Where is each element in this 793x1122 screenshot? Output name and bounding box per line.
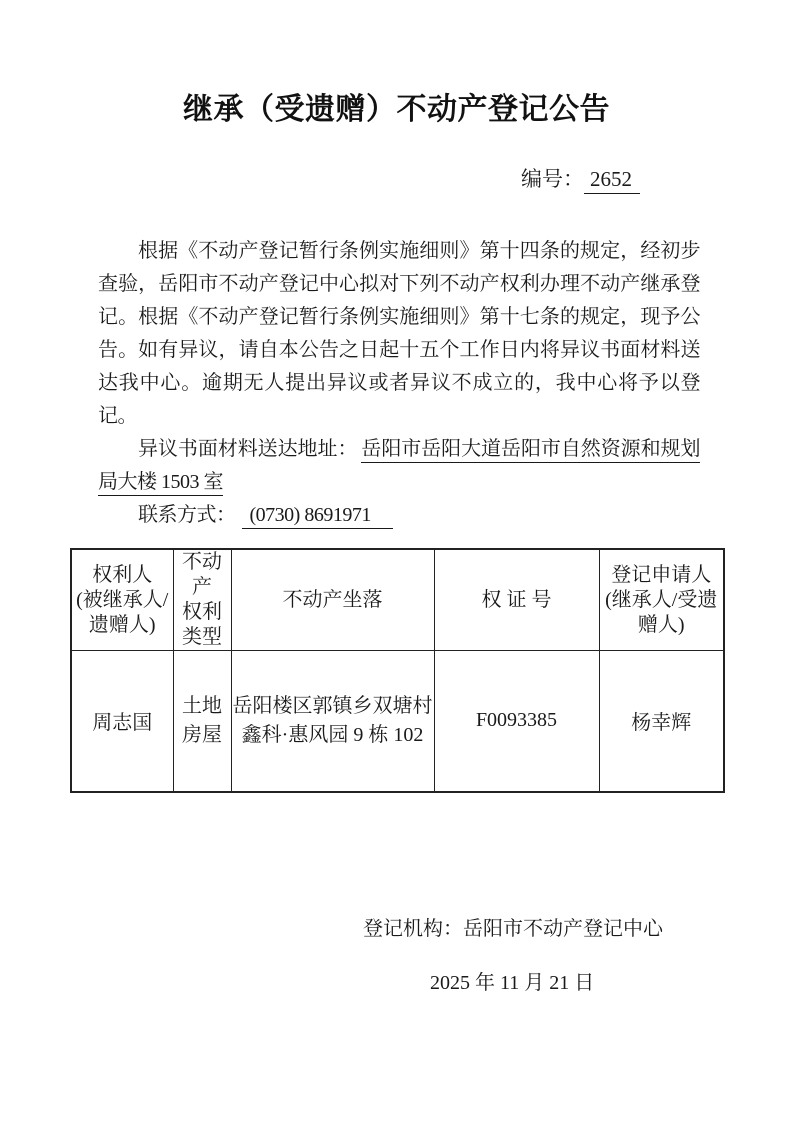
notice-number-value: 2652 [584,166,640,194]
cell-location-line2: 鑫科·惠风园 9 栋 102 [241,723,424,746]
header-right-holder [71,549,173,651]
header-certificate-no-line1: 权 证 号 [481,588,552,611]
main-paragraph: 根据《不动产登记暂行条例实施细则》第十四条的规定，经初步查验，岳阳市不动产登记中心拟对下列不动产权利办理不动产继承登记。根据《不动产登记暂行条例实施细则》第十七条的规定，现予公告。如有异议，请自本公告之日起十五个工作日内将异议书面材料送达我中心。逾期无人提出异议或者异议不成立的，我中心将予以登记。 [98,240,700,427]
header-right-holder-line3: 遗赠人) [88,613,156,636]
header-applicant-line3: 赠人) [637,613,685,636]
table-row [71,651,724,792]
header-right-type-line3: 类型 [182,626,222,648]
footer-organization [0,916,793,942]
address-label: 异议书面材料送达地址： [138,438,358,460]
address-value: 岳阳市岳阳大道岳阳市自然资源和规划局大楼 1503 室 [98,438,700,496]
notice-number-label: 编号： [521,167,584,191]
notice-number-line [0,166,793,194]
cell-right-holder: 周志国 [71,651,173,792]
contact-line [98,499,700,532]
header-right-holder-line1: 权利人 [92,563,153,586]
page-title: 继承（受遗赠）不动产登记公告 [183,93,610,126]
cell-applicant: 杨幸辉 [599,651,724,792]
footer-organization-value: 岳阳市不动产登记中心 [463,917,663,940]
header-applicant-line2: (继承人/受遗 [605,588,718,611]
address-line [98,433,700,499]
table-header-row [71,549,724,651]
header-applicant-line1: 登记申请人 [611,563,712,586]
header-location-line1: 不动产坐落 [282,588,383,611]
contact-value: (0730) 8691971 [242,504,393,529]
header-right-type-line2: 权利 [182,601,222,623]
cell-right-type [173,651,231,792]
contact-label: 联系方式： [138,504,236,526]
registration-table [70,548,725,793]
cell-certificate-no: F0093385 [434,651,599,792]
header-right-type [173,549,231,651]
cell-right-type-line2: 房屋 [182,723,222,746]
cell-right-type-line1: 土地 [182,694,222,717]
header-applicant [599,549,724,651]
header-location [231,549,434,651]
footer-organization-label: 登记机构： [363,917,463,940]
header-right-type-line1: 不动产 [182,551,222,598]
cell-location-line1: 岳阳楼区郭镇乡双塘村 [232,694,433,717]
cell-location [231,651,434,792]
header-certificate-no [434,549,599,651]
announcement-body [98,235,700,532]
footer-date: 2025 年 11 月 21 日 [430,971,595,994]
header-right-holder-line2: (被继承人/ [76,588,169,611]
